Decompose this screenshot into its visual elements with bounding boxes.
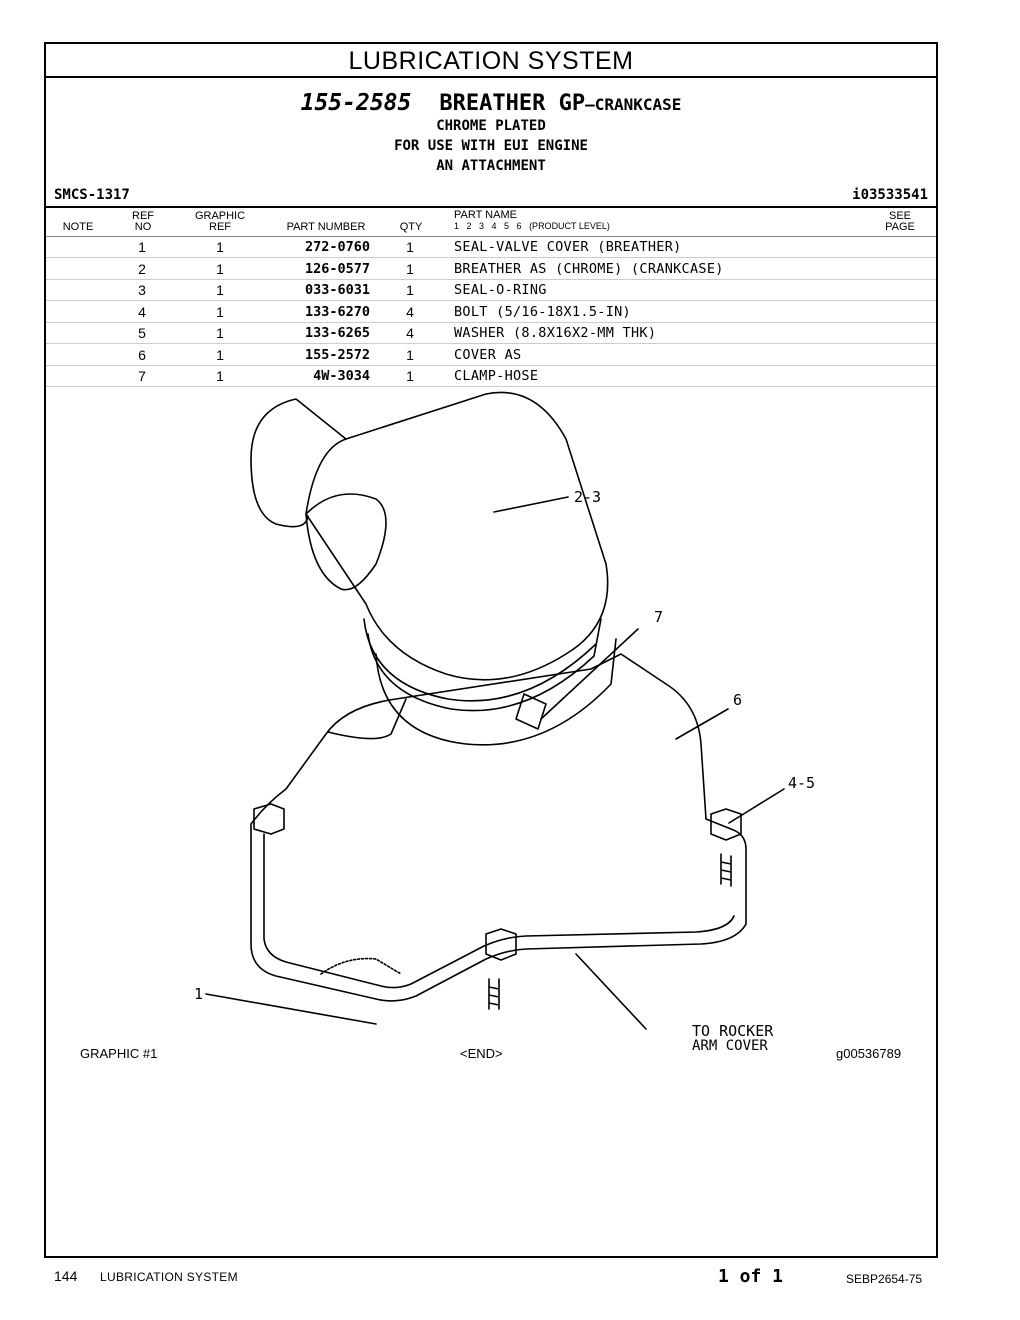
part-number: 126-0577 [304,260,370,277]
part-number: 272-0760 [304,239,370,255]
part-number: 133-6270 [304,303,370,320]
ref-no: 2 [138,260,146,277]
header-graphic-top: GRAPHIC [194,210,246,222]
stud [721,854,731,886]
group-note-line: AN ATTACHMENT [436,158,546,174]
ref-no: 5 [138,325,146,341]
qty: 1 [406,239,414,255]
part-name: COVER AS [454,346,522,363]
callout-4-5: 4-5 [788,774,816,792]
table-row [46,344,936,366]
graphic-ref: 1 [216,368,224,384]
section-title: LUBRICATION SYSTEM [46,44,936,78]
ref-no: 7 [138,368,146,384]
part-number: 133-6265 [304,325,370,341]
qty: 1 [406,368,414,384]
table-row [46,236,936,258]
leader-line [676,709,728,739]
table-row [46,279,936,301]
header-rule [46,206,936,208]
callout-7: 7 [654,608,664,626]
ref-no: 3 [138,282,146,298]
smcs-code: SMCS-1317 [54,187,130,203]
table-row [46,365,936,387]
graphic-label: GRAPHIC #1 [80,1046,158,1061]
qty: 4 [406,325,414,341]
group-number: 155-2585 [300,90,412,116]
qty: 1 [406,346,414,363]
end-marker: <END> [460,1046,503,1061]
level-numbers: 1 2 3 4 5 6 [454,221,522,231]
breather-tube-end [251,459,308,527]
header-see-top: SEE [888,210,911,222]
breather-tube [251,399,346,459]
seal-area [321,959,401,974]
header-qty: QTY [399,221,423,233]
qty: 1 [406,282,414,298]
leader-line [206,994,376,1024]
part-name: WASHER (8.8X16X2-MM THK) [454,325,657,341]
callout-6: 6 [733,691,743,709]
graphic-ref: 1 [216,303,224,320]
callout-rocker-line-2: ARM COVER [692,1038,768,1054]
group-heading [46,90,936,116]
graphic-ref: 1 [216,239,224,255]
graphic-ref: 1 [216,346,224,363]
header-part-number: PART NUMBER [286,221,366,233]
header-part-name: PART NAME [454,209,517,221]
graphic-id: g00536789 [836,1046,902,1061]
graphic-ref: 1 [216,260,224,277]
stud [489,979,499,1009]
leader-line [494,497,568,512]
breather-cylinder [306,392,608,679]
callout-1: 1 [194,985,204,1003]
header-product-levels [454,221,610,232]
group-suffix: —CRANKCASE [585,95,682,114]
bolt-head [711,809,741,840]
page-count: 1 of 1 [718,1266,784,1287]
leader-line [729,789,784,823]
bolt-head [254,804,284,834]
callout-rocker-line-1: TO ROCKER [692,1022,774,1040]
cover-inner-edge [264,834,734,988]
ref-no: 4 [138,303,146,320]
qty: 1 [406,260,414,277]
part-name: SEAL-VALVE COVER (BREATHER) [454,239,682,255]
document-identifier: i03533541 [852,187,928,203]
part-name: BOLT (5/16-18X1.5-IN) [454,303,631,320]
ref-no: 1 [138,239,146,255]
table-row [46,322,936,344]
document-number: SEBP2654-75 [846,1272,923,1286]
part-name: BREATHER AS (CHROME) (CRANKCASE) [454,260,724,277]
cover-plate [251,654,746,1001]
header-graphic-bottom: REF [209,221,231,233]
clamp-band [368,619,601,711]
page-section: LUBRICATION SYSTEM [100,1270,238,1284]
leader-line [576,954,646,1029]
group-note-line: CHROME PLATED [436,118,546,134]
neck-boss [376,639,616,745]
header-ref-top: REF [132,210,154,222]
page-number: 144 [54,1268,78,1284]
part-name: CLAMP-HOSE [454,368,539,384]
ref-no: 6 [138,346,146,363]
part-number: 4W-3034 [313,368,370,384]
qty: 4 [406,303,414,320]
group-name: BREATHER GP [439,91,586,116]
product-level-label: (PRODUCT LEVEL) [529,221,610,231]
callout-2-3: 2-3 [574,488,602,506]
header-ref-bottom: NO [134,221,152,233]
part-number: 155-2572 [304,346,370,363]
table-row [46,301,936,323]
parts-page-frame [44,42,938,1258]
part-number: 033-6031 [304,282,370,298]
header-see-bottom: PAGE [885,221,915,233]
graphic-ref: 1 [216,282,224,298]
table-row [46,258,936,280]
header-note: NOTE [62,221,94,233]
part-name: SEAL-O-RING [454,282,547,298]
bolt-head [486,929,516,960]
graphic-ref: 1 [216,325,224,341]
group-note-line: FOR USE WITH EUI ENGINE [394,138,588,154]
